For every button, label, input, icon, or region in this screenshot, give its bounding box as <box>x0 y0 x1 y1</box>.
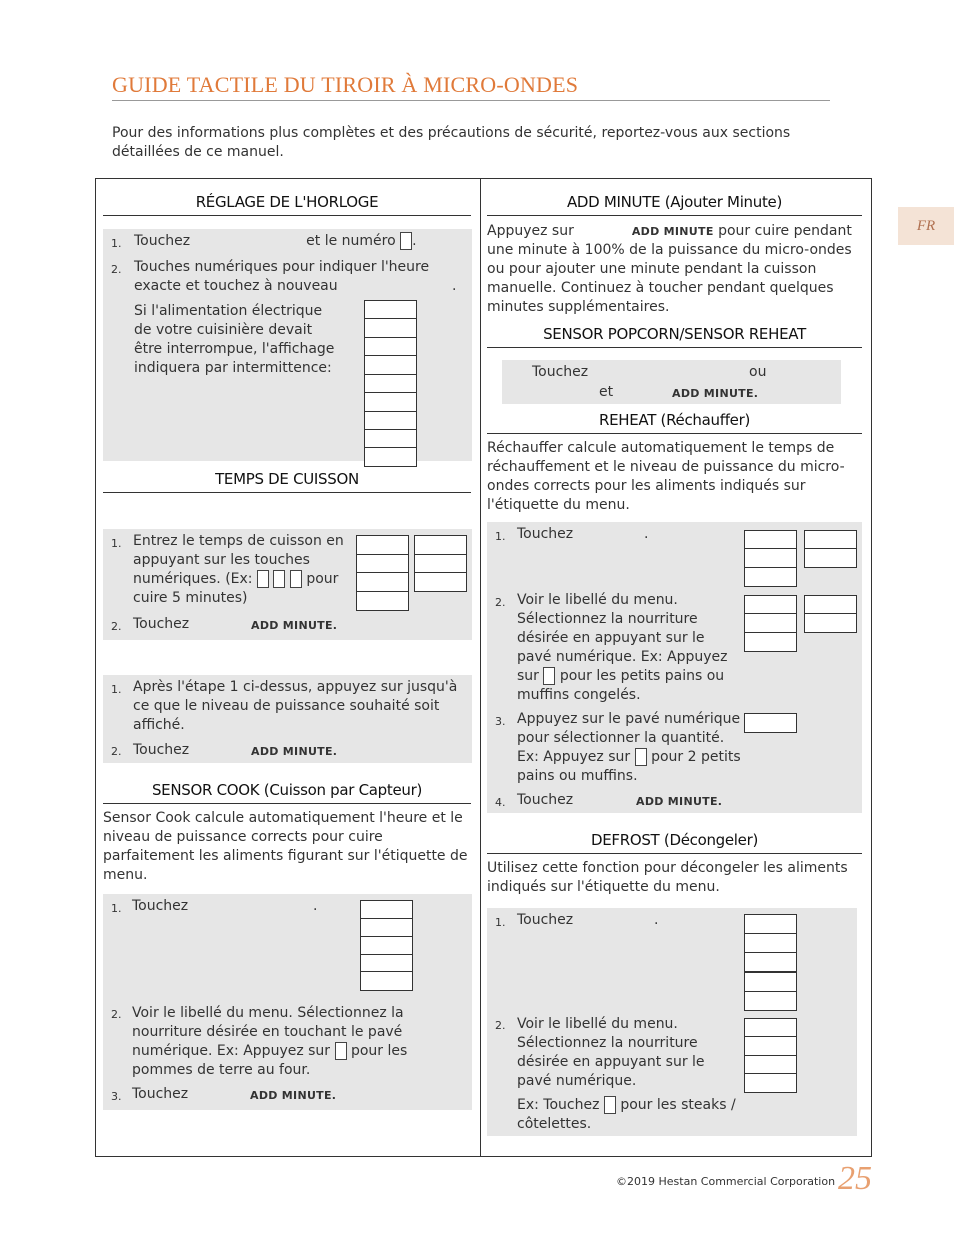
reheat-intro: Réchauffer calcule automatiquement le temps de réchauffement et le niveau de puissance du micro-ondes corrects pour les aliments indiqués sur l'étiquette du menu. <box>487 440 845 513</box>
number-key-icon <box>257 570 269 588</box>
add-minute-text <box>487 222 857 317</box>
sensor-cook-heading: SENSOR COOK (Cuisson par Capteur) <box>103 781 471 804</box>
number-key-icon <box>273 570 285 588</box>
reheat-step-3 <box>517 710 742 786</box>
step-text: Touchez <box>133 742 190 758</box>
step-text: Touchez <box>132 898 189 914</box>
cook-time-step-1 <box>133 532 348 608</box>
step-text: . <box>654 912 659 928</box>
step-text: . <box>644 526 649 542</box>
step-number: 3. <box>111 1090 122 1103</box>
display-cell <box>744 567 797 587</box>
add-minute-key: ADD MINUTE. <box>251 745 338 758</box>
defrost-intro: Utilisez cette fonction pour décongeler les aliments indiqués sur l'étiquette du menu. <box>487 860 848 895</box>
language-tab[interactable]: FR <box>898 207 954 245</box>
step-text: Touchez <box>532 364 589 380</box>
display-cell <box>744 914 797 934</box>
number-key-icon <box>635 748 647 766</box>
step-text: Ex: Touchez <box>517 1097 600 1113</box>
display-cell <box>744 991 797 1011</box>
display-cell <box>364 392 417 412</box>
step-text: Voir le libellé du menu. Sélectionnez la nourriture désirée en appuyant sur le pavé numérique. Ex: Appuyez sur <box>517 592 728 684</box>
display-cell <box>360 900 413 920</box>
step-number: 2. <box>111 263 122 276</box>
display-cell <box>364 374 417 394</box>
display-cell <box>364 447 417 467</box>
step-text: Touchez <box>517 912 574 928</box>
display-cell <box>744 548 797 568</box>
defrost-heading: DEFROST (Décongeler) <box>487 831 862 854</box>
display-cell <box>364 318 417 338</box>
clock-step-1 <box>134 232 464 251</box>
power-level-step: Après l'étape 1 ci-dessus, appuyez sur jusqu'à ce que le niveau de puissance souhaité soit affiché. <box>133 679 458 733</box>
step-number: 4. <box>495 796 506 809</box>
display-cell <box>414 554 467 574</box>
step-text: ou <box>749 364 767 380</box>
cook-time-heading: TEMPS DE CUISSON <box>103 470 471 493</box>
step-text: pour cuire pendant une minute à 100% de la puissance du micro-ondes ou pour ajouter une minute pendant la cuisson manuelle. Continuez à toucher pendant quelques minutes supplémentaires. <box>487 223 852 315</box>
display-cell <box>744 933 797 953</box>
display-cell <box>360 971 413 991</box>
display-cell <box>744 613 797 633</box>
display-cell <box>356 572 409 592</box>
step-number: 1. <box>111 237 122 250</box>
display-cell <box>414 535 467 555</box>
add-minute-key: ADD MINUTE <box>631 225 714 238</box>
step-text: Voir le libellé du menu. Sélectionnez la nourriture désirée en touchant le pavé numérique. Ex: Appuyez sur <box>132 1005 404 1059</box>
sensor-cook-step-2 <box>132 1004 432 1080</box>
display-cell <box>364 355 417 375</box>
defrost-step-2: Voir le libellé du menu. Sélectionnez la nourriture désirée en appuyant sur le pavé numérique. <box>517 1016 705 1089</box>
display-cell <box>364 411 417 431</box>
step-text: Touchez <box>134 233 191 249</box>
step-number: 2. <box>495 596 506 609</box>
add-minute-key: ADD MINUTE. <box>636 795 723 808</box>
step-number: 1. <box>111 683 122 696</box>
add-minute-heading: ADD MINUTE (Ajouter Minute) <box>487 193 862 216</box>
number-key-icon <box>335 1042 347 1060</box>
defrost-example <box>517 1096 742 1134</box>
add-minute-key: ADD MINUTE. <box>251 619 338 632</box>
display-cell <box>364 337 417 357</box>
display-cell <box>360 936 413 956</box>
page-number: 25 <box>838 1160 872 1197</box>
step-text: pour les petits pains ou muffins congelés. <box>517 668 725 703</box>
copyright-footer: ©2019 Hestan Commercial Corporation <box>616 1175 836 1188</box>
step-text: . <box>313 898 318 914</box>
display-cell <box>744 972 797 992</box>
reheat-heading: REHEAT (Réchauffer) <box>487 411 862 434</box>
step-text: et <box>599 384 614 400</box>
column-divider <box>480 178 481 1156</box>
number-key-icon <box>290 570 302 588</box>
step-text: Appuyez sur <box>487 223 574 239</box>
add-minute-key: ADD MINUTE. <box>250 1089 337 1102</box>
display-cell <box>744 952 797 972</box>
step-number: 1. <box>495 916 506 929</box>
display-cell <box>414 572 467 592</box>
step-number: 2. <box>111 620 122 633</box>
display-cell <box>804 595 857 615</box>
step-text: pour les pommes de terre au four. <box>132 1043 408 1078</box>
step-number: 2. <box>111 745 122 758</box>
page-title: GUIDE TACTILE DU TIROIR À MICRO-ONDES <box>112 72 830 101</box>
step-text: Appuyez sur le pavé numérique pour sélectionner la quantité. Ex: Appuyez sur <box>517 711 741 765</box>
display-cell <box>804 548 857 568</box>
display-cell <box>356 554 409 574</box>
intro-text: Pour des informations plus complètes et des précautions de sécurité, reportez-vous aux sections détaillées de ce manuel. <box>112 125 791 160</box>
add-minute-key: ADD MINUTE. <box>672 387 759 400</box>
clock-step-2: Touches numériques pour indiquer l'heure exacte et touchez à nouveau <box>134 259 430 294</box>
display-cell <box>744 713 797 733</box>
display-cell <box>364 300 417 320</box>
step-number: 1. <box>111 537 122 550</box>
step-number: 3. <box>495 715 506 728</box>
step-text: pour cuire 5 minutes) <box>133 571 339 606</box>
display-cell <box>360 918 413 938</box>
step-number: 1. <box>111 902 122 915</box>
step-number: 2. <box>495 1019 506 1032</box>
step-number: 1. <box>495 530 506 543</box>
step-text: Touchez <box>517 526 574 542</box>
display-cell <box>744 632 797 652</box>
display-cell <box>744 1036 797 1056</box>
display-cell <box>744 530 797 550</box>
step-text: pour 2 petits pains ou muffins. <box>517 749 741 784</box>
display-cell <box>364 429 417 449</box>
number-key-icon <box>400 232 412 250</box>
number-key-icon <box>604 1096 616 1114</box>
sensor-popcorn-heading: SENSOR POPCORN/SENSOR REHEAT <box>487 325 862 348</box>
step-text: Touchez <box>517 792 574 808</box>
step-text: Entrez le temps de cuisson en appuyant sur les touches numériques. (Ex: <box>133 533 344 587</box>
step-text: . <box>412 233 417 249</box>
display-cell <box>356 535 409 555</box>
step-text: Touchez <box>133 616 190 632</box>
step-text: . <box>452 278 457 294</box>
step-text: et le numéro <box>306 233 396 249</box>
display-cell <box>804 530 857 550</box>
display-cell <box>744 595 797 615</box>
step-text: Touchez <box>132 1086 189 1102</box>
display-cell <box>744 1018 797 1038</box>
number-key-icon <box>543 667 555 685</box>
step-number: 2. <box>111 1008 122 1021</box>
sensor-cook-intro: Sensor Cook calcule automatiquement l'heure et le niveau de puissance corrects pour cuire parfaitement les aliments figurant sur l'étiquette de menu. <box>103 810 468 883</box>
clock-note: Si l'alimentation électrique de votre cuisinière devait être interrompue, l'affichage indiquera par intermittence: <box>134 303 335 376</box>
display-cell <box>804 613 857 633</box>
display-cell <box>356 591 409 611</box>
clock-heading: RÉGLAGE DE L'HORLOGE <box>103 193 471 216</box>
reheat-step-2 <box>517 591 739 705</box>
display-cell <box>744 1055 797 1075</box>
step-text: pour les steaks / côtelettes. <box>517 1097 736 1132</box>
display-cell <box>744 1073 797 1093</box>
